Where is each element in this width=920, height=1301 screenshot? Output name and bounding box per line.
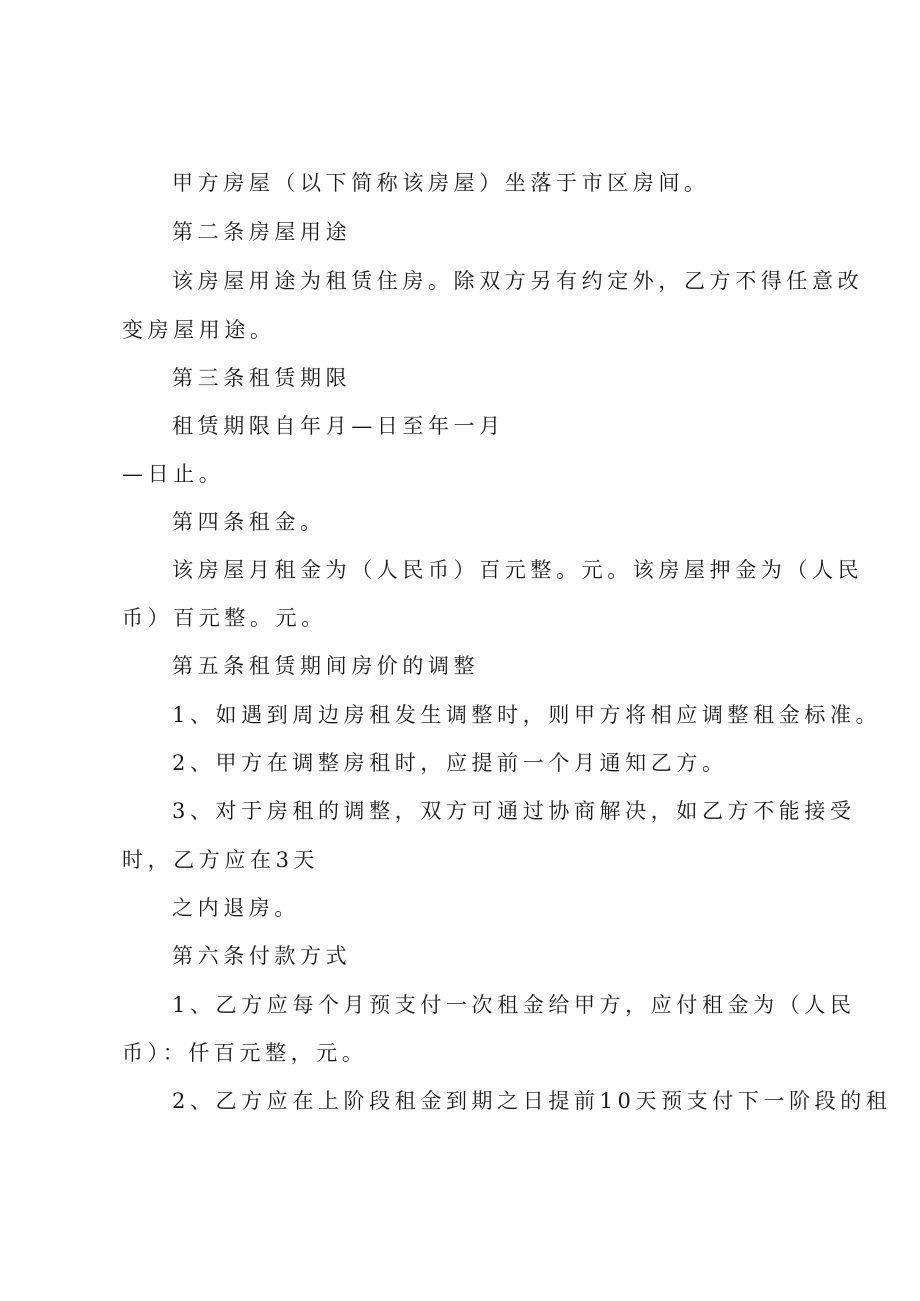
article-2-heading: 第二条房屋用途 bbox=[172, 220, 352, 244]
paragraph-usage-line-1: 该房屋用途为租赁住房。除双方另有约定外，乙方不得任意改 bbox=[172, 269, 864, 293]
paragraph-premises-location: 甲方房屋（以下简称该房屋）坐落于市区房间。 bbox=[172, 171, 710, 195]
article-4-heading: 第四条租金。 bbox=[172, 510, 326, 534]
clause-6-1-line-1: 1、乙方应每个月预支付一次租金给甲方，应付租金为（人民 bbox=[172, 993, 856, 1017]
paragraph-term-line-1: 租赁期限自年月—日至年一月 bbox=[172, 414, 505, 438]
paragraph-term-line-2: —日止。 bbox=[122, 462, 225, 486]
article-5-heading: 第五条租赁期间房价的调整 bbox=[172, 654, 480, 678]
paragraph-rent-line-2: 币）百元整。元。 bbox=[122, 606, 327, 630]
clause-5-2: 2、甲方在调整房租时，应提前一个月通知乙方。 bbox=[172, 751, 728, 775]
paragraph-usage-line-2: 变房屋用途。 bbox=[122, 318, 276, 342]
clause-5-3-line-1: 3、对于房租的调整，双方可通过协商解决，如乙方不能接受 bbox=[172, 799, 856, 823]
clause-6-1-line-2: 币）：仟百元整，元。 bbox=[122, 1041, 368, 1065]
clause-5-1: 1、如遇到周边房租发生调整时，则甲方将相应调整租金标准。 bbox=[172, 703, 882, 727]
article-3-heading: 第三条租赁期限 bbox=[172, 366, 352, 390]
article-6-heading: 第六条付款方式 bbox=[172, 944, 352, 968]
paragraph-rent-line-1: 该房屋月租金为（人民币）百元整。元。该房屋押金为（人民 bbox=[172, 558, 864, 582]
clause-6-2-line-1: 2、乙方应在上阶段租金到期之日提前10天预支付下一阶段的租 bbox=[172, 1089, 892, 1113]
clause-5-3-line-3: 之内退房。 bbox=[172, 896, 300, 920]
clause-5-3-line-2: 时，乙方应在3天 bbox=[122, 848, 320, 872]
